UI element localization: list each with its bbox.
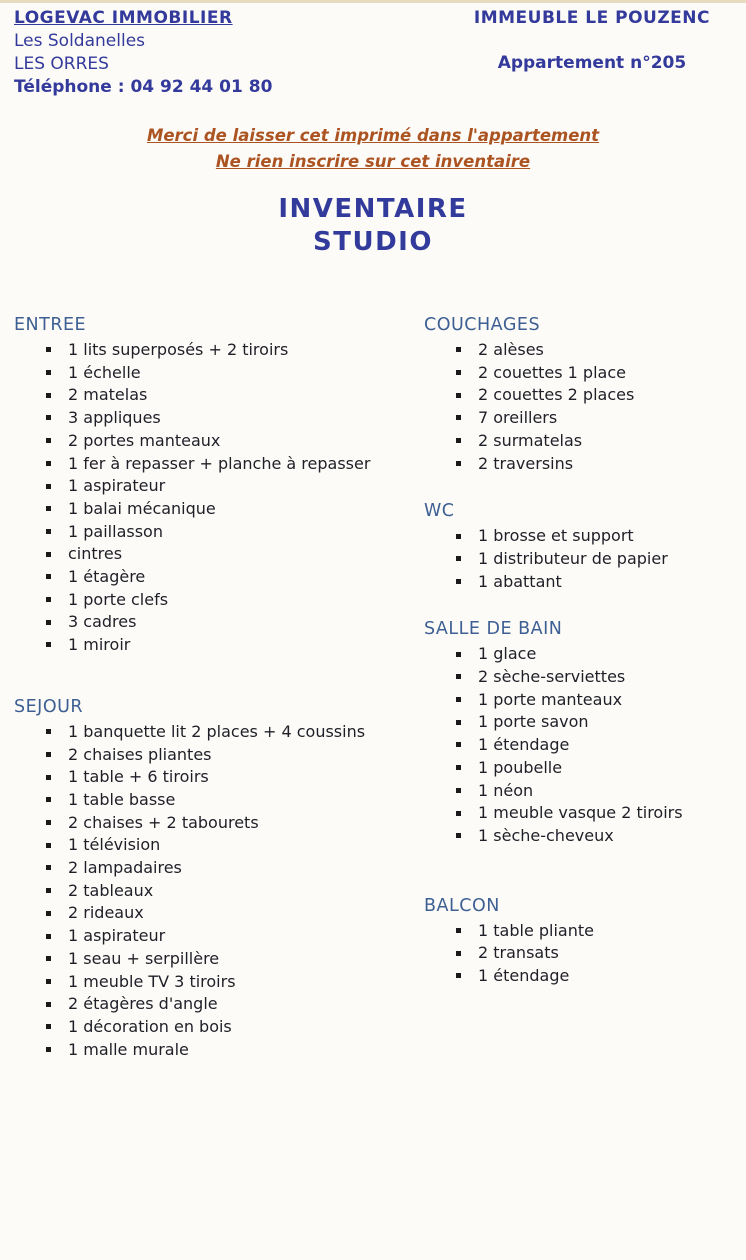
inventory-item — [46, 948, 424, 971]
inventory-item — [456, 965, 732, 988]
inventory-item — [46, 407, 424, 430]
inventory-item — [456, 780, 732, 803]
left-column — [14, 315, 424, 1061]
section-couchages-list — [424, 339, 732, 475]
document-title — [14, 193, 732, 259]
bullet-icon — [46, 393, 51, 398]
item-text: 3 cadres — [68, 612, 137, 632]
item-text: 1 sèche-cheveux — [478, 825, 614, 845]
inventory-item — [46, 902, 424, 925]
section-entree — [14, 315, 424, 657]
agency-residence: Les Soldanelles — [14, 31, 146, 51]
bullet-icon — [46, 347, 51, 352]
item-text: 1 meuble vasque 2 tiroirs — [478, 803, 683, 823]
bullet-icon — [46, 461, 51, 466]
notice-line-1: Merci de laisser cet imprimé dans l'appartement — [146, 126, 600, 145]
inventory-item — [46, 475, 424, 498]
section-wc-title: WC — [424, 501, 455, 522]
item-text: 1 fer à repasser + planche à repasser — [68, 453, 371, 473]
inventory-item — [456, 802, 732, 825]
inventory-item — [46, 453, 424, 476]
item-text: 1 brosse et support — [478, 526, 634, 546]
bullet-icon — [456, 788, 461, 793]
inventory-item — [46, 971, 424, 994]
inventory-item — [456, 666, 732, 689]
bullet-icon — [46, 934, 51, 939]
bullet-icon — [46, 979, 51, 984]
inventory-item — [46, 834, 424, 857]
inventory-item — [456, 384, 732, 407]
inventory-item — [46, 430, 424, 453]
inventory-item — [46, 362, 424, 385]
bullet-icon — [46, 1002, 51, 1007]
section-sejour — [14, 697, 424, 1062]
item-text: 2 étagères d'angle — [68, 994, 218, 1014]
inventory-item — [46, 339, 424, 362]
item-text: 1 malle murale — [68, 1039, 189, 1059]
item-text: 1 porte manteaux — [478, 689, 623, 709]
inventory-item — [46, 766, 424, 789]
bullet-icon — [46, 775, 51, 780]
inventory-item — [46, 925, 424, 948]
item-text: 2 sèche-serviettes — [478, 667, 626, 687]
bullet-icon — [456, 534, 461, 539]
inventory-item — [456, 825, 732, 848]
item-text: 1 table pliante — [478, 920, 594, 940]
right-column — [424, 315, 732, 1061]
inventory-item — [46, 589, 424, 612]
bullet-icon — [46, 552, 51, 557]
item-text: 1 étendage — [478, 966, 570, 986]
item-text: 1 télévision — [68, 835, 161, 855]
item-text: 2 transats — [478, 943, 559, 963]
section-wc-list — [424, 525, 732, 593]
inventory-item — [46, 498, 424, 521]
inventory-item — [456, 407, 732, 430]
section-sejour-list — [14, 721, 424, 1062]
section-balcon-title: BALCON — [424, 895, 500, 916]
inventory-item — [456, 430, 732, 453]
item-text: 2 portes manteaux — [68, 430, 221, 450]
bullet-icon — [46, 843, 51, 848]
inventory-item — [456, 525, 732, 548]
section-couchages — [424, 315, 732, 475]
notice-line-2: Ne rien inscrire sur cet inventaire — [215, 152, 531, 171]
inventory-item — [46, 721, 424, 744]
inventory-item — [456, 548, 732, 571]
item-text: 3 appliques — [68, 408, 161, 428]
section-entree-list — [14, 339, 424, 657]
section-salle-de-bain — [424, 619, 732, 847]
section-sejour-title: SEJOUR — [14, 696, 84, 717]
bullet-icon — [46, 956, 51, 961]
inventory-item — [456, 362, 732, 385]
agency-phone: Téléphone : 04 92 44 01 80 — [14, 77, 273, 97]
bullet-icon — [456, 652, 461, 657]
item-text: 1 étendage — [478, 735, 570, 755]
item-text: 1 glace — [478, 644, 537, 664]
inventory-item — [456, 689, 732, 712]
item-text: 2 tableaux — [68, 880, 154, 900]
bullet-icon — [456, 556, 461, 561]
inventory-item — [46, 1016, 424, 1039]
bullet-icon — [456, 742, 461, 747]
bullet-icon — [46, 506, 51, 511]
inventory-item — [46, 789, 424, 812]
bullet-icon — [46, 820, 51, 825]
inventory-item — [456, 920, 732, 943]
bullet-icon — [46, 597, 51, 602]
document-header — [14, 7, 732, 99]
item-text: 1 aspirateur — [68, 476, 166, 496]
item-text: 1 échelle — [68, 362, 141, 382]
inventory-item — [456, 571, 732, 594]
inventory-item — [46, 1039, 424, 1062]
bullet-icon — [456, 765, 461, 770]
bullet-icon — [46, 620, 51, 625]
agency-block — [14, 7, 272, 99]
bullet-icon — [46, 574, 51, 579]
item-text: 1 table basse — [68, 789, 176, 809]
inventory-item — [456, 734, 732, 757]
bullet-icon — [456, 415, 461, 420]
item-text: 2 rideaux — [68, 903, 144, 923]
bullet-icon — [456, 697, 461, 702]
section-salle-de-bain-title: SALLE DE BAIN — [424, 619, 563, 640]
item-text: 2 lampadaires — [68, 858, 182, 878]
bullet-icon — [456, 811, 461, 816]
item-text: 1 lits superposés + 2 tiroirs — [68, 340, 289, 359]
building-name: IMMEUBLE LE POUZENC — [473, 8, 710, 28]
item-text: 1 seau + serpillère — [68, 948, 220, 968]
bullet-icon — [456, 461, 461, 466]
inventory-item — [46, 993, 424, 1016]
bullet-icon — [456, 370, 461, 375]
agency-name: LOGEVAC IMMOBILIER — [14, 8, 233, 28]
inventory-columns — [14, 315, 732, 1061]
item-text: 1 étagère — [68, 567, 146, 587]
bullet-icon — [46, 529, 51, 534]
title-line-1: INVENTAIRE — [278, 194, 468, 224]
notice — [14, 123, 732, 175]
bullet-icon — [46, 484, 51, 489]
inventory-item — [46, 634, 424, 657]
item-text: 1 miroir — [68, 635, 131, 655]
inventory-item — [456, 942, 732, 965]
bullet-icon — [46, 729, 51, 734]
item-text: 2 surmatelas — [478, 430, 583, 450]
item-text: 1 balai mécanique — [68, 498, 216, 518]
section-balcon-list — [424, 920, 732, 988]
apartment-number: Appartement n°205 — [497, 53, 687, 73]
item-text: 2 couettes 1 place — [478, 362, 626, 382]
item-text: 7 oreillers — [478, 408, 558, 428]
bullet-icon — [46, 370, 51, 375]
inventory-item — [456, 757, 732, 780]
bullet-icon — [46, 797, 51, 802]
title-line-2: STUDIO — [313, 227, 433, 257]
inventory-item — [456, 711, 732, 734]
inventory-item — [46, 857, 424, 880]
inventory-item — [456, 643, 732, 666]
item-text: 2 chaises + 2 tabourets — [68, 812, 259, 832]
bullet-icon — [46, 865, 51, 870]
bullet-icon — [456, 720, 461, 725]
inventory-item — [46, 744, 424, 767]
item-text: 1 distributeur de papier — [478, 548, 668, 568]
item-text: 2 chaises pliantes — [68, 744, 212, 764]
item-text: 1 poubelle — [478, 757, 563, 777]
section-balcon — [424, 896, 732, 988]
item-text: 1 décoration en bois — [68, 1016, 232, 1036]
section-couchages-title: COUCHAGES — [424, 315, 541, 335]
bullet-icon — [46, 911, 51, 916]
inventory-item — [456, 453, 732, 476]
bullet-icon — [46, 438, 51, 443]
inventory-item — [456, 339, 732, 362]
bullet-icon — [456, 951, 461, 956]
inventory-item — [46, 611, 424, 634]
bullet-icon — [46, 415, 51, 420]
item-text: 2 alèses — [478, 340, 544, 359]
inventory-item — [46, 880, 424, 903]
item-text: 1 abattant — [478, 571, 562, 591]
bullet-icon — [46, 642, 51, 647]
item-text: 1 porte savon — [478, 712, 589, 732]
item-text: 2 couettes 2 places — [478, 385, 635, 405]
bullet-icon — [46, 752, 51, 757]
bullet-icon — [456, 973, 461, 978]
bullet-icon — [46, 888, 51, 893]
section-entree-title: ENTREE — [14, 315, 87, 335]
building-block — [474, 7, 710, 99]
bullet-icon — [456, 393, 461, 398]
inventory-item — [46, 384, 424, 407]
item-text: 1 banquette lit 2 places + 4 coussins — [68, 721, 366, 741]
bullet-icon — [456, 928, 461, 933]
bullet-icon — [456, 833, 461, 838]
bullet-icon — [456, 579, 461, 584]
bullet-icon — [456, 347, 461, 352]
item-text: 1 paillasson — [68, 521, 163, 541]
item-text: 1 meuble TV 3 tiroirs — [68, 971, 236, 991]
item-text: 1 table + 6 tiroirs — [68, 767, 209, 787]
inventory-item — [46, 521, 424, 544]
item-text: 2 traversins — [478, 453, 574, 473]
item-text: 1 aspirateur — [68, 926, 166, 946]
bullet-icon — [456, 438, 461, 443]
section-salle-de-bain-list — [424, 643, 732, 847]
inventory-item — [46, 812, 424, 835]
inventory-item — [46, 543, 424, 566]
agency-city: LES ORRES — [14, 54, 109, 74]
bullet-icon — [46, 1024, 51, 1029]
item-text: cintres — [68, 544, 123, 564]
bullet-icon — [456, 674, 461, 679]
item-text: 2 matelas — [68, 385, 148, 405]
section-wc — [424, 501, 732, 593]
item-text: 1 néon — [478, 780, 534, 800]
item-text: 1 porte clefs — [68, 589, 169, 609]
bullet-icon — [46, 1047, 51, 1052]
inventory-item — [46, 566, 424, 589]
